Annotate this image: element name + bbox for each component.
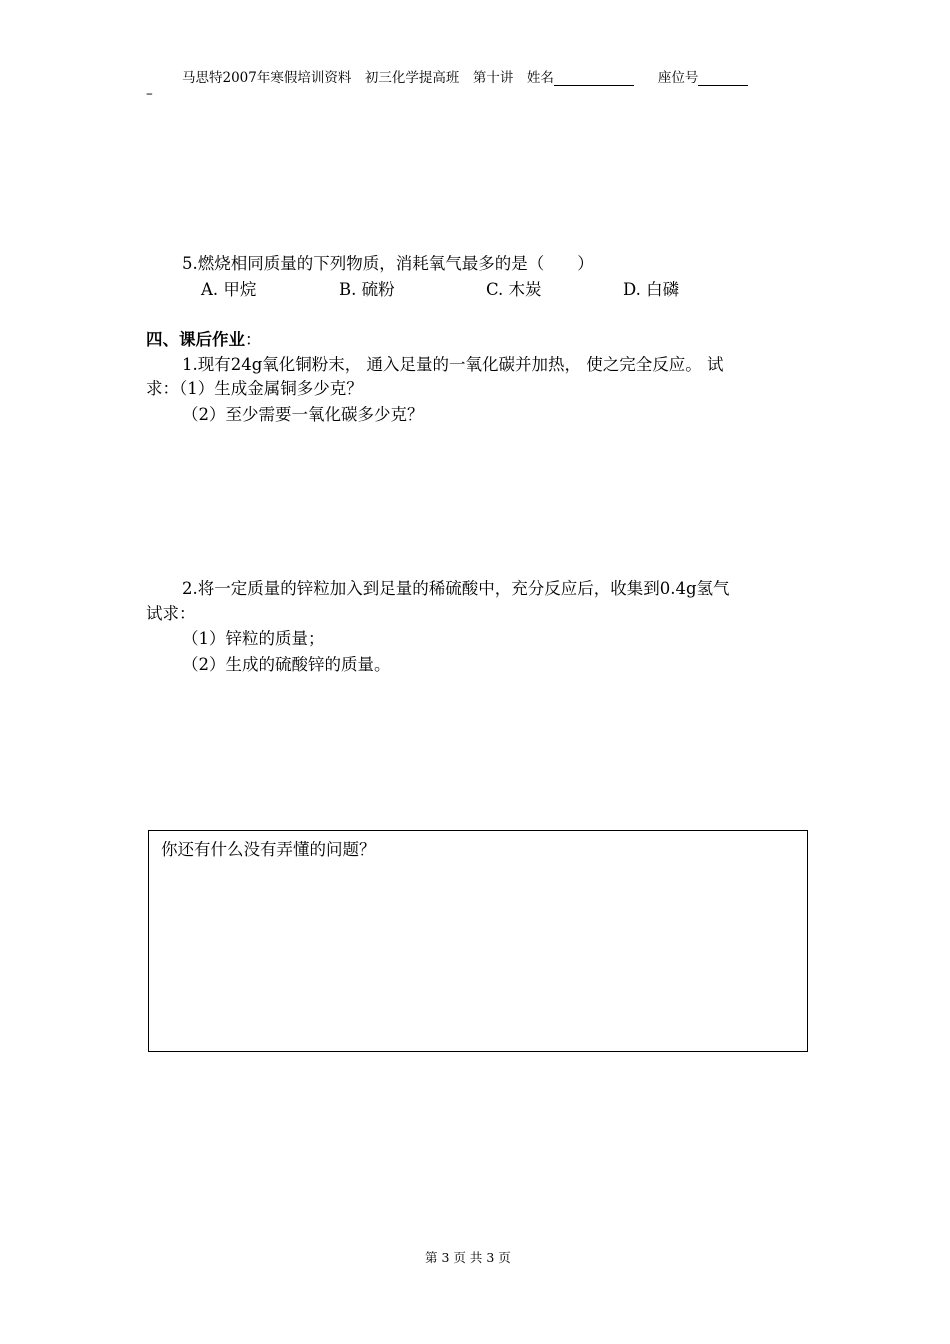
question-box-prompt: 你还有什么没有弄懂的问题？ <box>161 840 376 859</box>
page-header <box>182 66 748 86</box>
hw2-line1: 2.将一定质量的锌粒加入到足量的稀硫酸中，充分反应后，收集到0.4g氢气 <box>182 579 730 598</box>
hw1-line3: （2）至少需要一氧化碳多少克？ <box>182 405 424 424</box>
q5-stem: 5.燃烧相同质量的下列物质，消耗氧气最多的是（ ） <box>182 254 594 273</box>
hw1-line2: 求：（1）生成金属铜多少克？ <box>146 379 363 398</box>
page-footer: 第 3 页 共 3 页 <box>425 1250 511 1265</box>
header-title: 马思特2007年寒假培训资料 初三化学提高班 第十讲 姓名 <box>182 70 554 86</box>
name-blank <box>554 71 634 86</box>
section-colon: ： <box>245 330 262 349</box>
hw1-line1: 1.现有24g氧化铜粉末， 通入足量的一氧化碳并加热， 使之完全反应。 试 <box>182 355 724 374</box>
hw2-line2: 试求： <box>146 604 196 623</box>
question-box <box>148 830 808 1052</box>
q5-options <box>201 276 679 300</box>
q5-option-a: A. 甲烷 <box>201 280 257 299</box>
seat-blank <box>698 71 748 86</box>
hw2-line4: （2）生成的硫酸锌的质量。 <box>182 655 391 674</box>
stray-mark: – <box>146 86 153 102</box>
hw2-line3: （1）锌粒的质量； <box>182 629 325 648</box>
q5-option-d: D. 白磷 <box>623 280 680 299</box>
q5-option-c: C. 木炭 <box>486 280 542 299</box>
seat-label: 座位号 <box>657 70 699 86</box>
section-title: 四、课后作业 <box>146 330 245 349</box>
section-heading <box>146 326 262 350</box>
q5-option-b: B. 硫粉 <box>339 280 395 299</box>
